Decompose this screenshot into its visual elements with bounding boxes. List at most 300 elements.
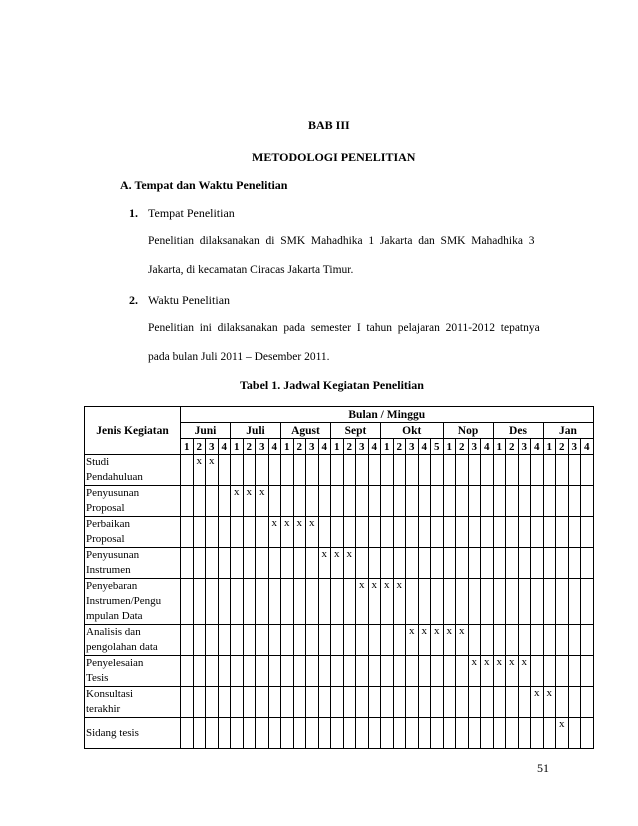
week-cell	[431, 656, 444, 687]
week-number: 2	[556, 439, 569, 455]
table-caption: Tabel 1. Jadwal Kegiatan Penelitian	[240, 378, 424, 392]
week-cell	[268, 486, 281, 517]
week-cell	[418, 687, 431, 718]
table-row	[85, 486, 594, 517]
week-cell	[293, 625, 306, 656]
week-cell	[231, 625, 244, 656]
week-cell	[381, 625, 394, 656]
week-cell	[543, 517, 556, 548]
week-cell	[268, 455, 281, 486]
week-cell	[443, 656, 456, 687]
week-cell	[393, 517, 406, 548]
week-cell	[431, 548, 444, 579]
week-cell	[456, 656, 469, 687]
week-cell	[518, 486, 531, 517]
week-number: 2	[243, 439, 256, 455]
week-cell	[581, 548, 594, 579]
activity-label: pengolahan data	[86, 641, 158, 653]
week-cell	[506, 517, 519, 548]
week-cell	[181, 687, 194, 718]
mark-cell: x	[231, 486, 244, 517]
month-header: Des	[493, 423, 543, 439]
mark-cell: x	[368, 579, 381, 625]
week-cell	[256, 718, 269, 749]
week-cell	[518, 455, 531, 486]
week-cell	[556, 486, 569, 517]
week-cell	[581, 517, 594, 548]
week-number: 2	[343, 439, 356, 455]
week-cell	[393, 656, 406, 687]
week-cell	[181, 455, 194, 486]
week-cell	[481, 718, 494, 749]
week-cell	[456, 548, 469, 579]
week-cell	[556, 625, 569, 656]
week-cell	[343, 656, 356, 687]
week-cell	[406, 718, 419, 749]
week-cell	[181, 517, 194, 548]
week-number: 1	[443, 439, 456, 455]
week-cell	[481, 486, 494, 517]
activity-label: Perbaikan	[86, 518, 130, 530]
week-cell	[556, 548, 569, 579]
week-cell	[193, 548, 206, 579]
activity-cell	[85, 718, 181, 749]
week-number: 4	[581, 439, 594, 455]
week-cell	[418, 548, 431, 579]
mark-cell: x	[393, 579, 406, 625]
week-cell	[268, 579, 281, 625]
week-cell	[543, 718, 556, 749]
mark-cell: x	[193, 455, 206, 486]
week-cell	[443, 687, 456, 718]
week-number: 3	[306, 439, 319, 455]
week-cell	[443, 579, 456, 625]
activity-cell	[85, 486, 181, 517]
week-cell	[306, 687, 319, 718]
week-cell	[406, 517, 419, 548]
item2-title: Waktu Penelitian	[148, 293, 231, 307]
week-cell	[343, 486, 356, 517]
activity-cell	[85, 548, 181, 579]
week-cell	[231, 548, 244, 579]
week-cell	[268, 548, 281, 579]
week-cell	[406, 455, 419, 486]
week-number: 2	[293, 439, 306, 455]
week-cell	[218, 625, 231, 656]
week-cell	[193, 579, 206, 625]
week-cell	[218, 548, 231, 579]
week-cell	[256, 517, 269, 548]
mark-cell: x	[293, 517, 306, 548]
week-cell	[281, 579, 294, 625]
mark-cell: x	[356, 579, 369, 625]
mark-cell: x	[531, 687, 544, 718]
week-cell	[581, 579, 594, 625]
week-cell	[256, 548, 269, 579]
week-cell	[481, 455, 494, 486]
week-cell	[368, 625, 381, 656]
week-cell	[331, 656, 344, 687]
week-cell	[293, 579, 306, 625]
week-cell	[281, 548, 294, 579]
week-number: 5	[431, 439, 444, 455]
mark-cell: x	[256, 486, 269, 517]
week-cell	[518, 579, 531, 625]
week-cell	[456, 718, 469, 749]
week-cell	[193, 486, 206, 517]
activity-label: mpulan Data	[86, 610, 143, 622]
week-cell	[231, 579, 244, 625]
week-cell	[243, 548, 256, 579]
week-cell	[581, 687, 594, 718]
week-cell	[331, 625, 344, 656]
week-cell	[393, 548, 406, 579]
week-cell	[381, 517, 394, 548]
week-cell	[243, 579, 256, 625]
week-cell	[256, 656, 269, 687]
week-cell	[418, 517, 431, 548]
week-cell	[193, 718, 206, 749]
month-header: Jan	[543, 423, 593, 439]
mark-cell: x	[381, 579, 394, 625]
week-cell	[331, 517, 344, 548]
chapter-label: BAB III	[308, 118, 350, 132]
week-cell	[456, 455, 469, 486]
week-cell	[343, 579, 356, 625]
week-number: 1	[381, 439, 394, 455]
mark-cell: x	[406, 625, 419, 656]
week-cell	[193, 625, 206, 656]
week-cell	[493, 455, 506, 486]
schedule-table	[84, 406, 594, 749]
week-cell	[318, 579, 331, 625]
week-cell	[418, 718, 431, 749]
week-cell	[281, 625, 294, 656]
week-cell	[481, 579, 494, 625]
week-cell	[481, 625, 494, 656]
week-cell	[343, 625, 356, 656]
week-cell	[468, 625, 481, 656]
week-cell	[381, 548, 394, 579]
week-cell	[281, 656, 294, 687]
week-cell	[343, 687, 356, 718]
month-header: Nop	[443, 423, 493, 439]
week-cell	[206, 625, 219, 656]
week-cell	[356, 687, 369, 718]
week-cell	[581, 486, 594, 517]
week-cell	[356, 548, 369, 579]
mark-cell: x	[243, 486, 256, 517]
week-cell	[431, 486, 444, 517]
week-cell	[393, 687, 406, 718]
week-cell	[506, 625, 519, 656]
week-cell	[506, 579, 519, 625]
week-cell	[356, 455, 369, 486]
week-cell	[243, 455, 256, 486]
month-header: Juni	[181, 423, 231, 439]
week-cell	[343, 455, 356, 486]
week-cell	[493, 517, 506, 548]
mark-cell: x	[481, 656, 494, 687]
week-cell	[393, 455, 406, 486]
week-cell	[381, 455, 394, 486]
week-cell	[431, 455, 444, 486]
week-cell	[531, 517, 544, 548]
week-cell	[556, 687, 569, 718]
week-cell	[431, 579, 444, 625]
mark-cell: x	[456, 625, 469, 656]
week-cell	[243, 718, 256, 749]
week-cell	[218, 656, 231, 687]
week-cell	[343, 718, 356, 749]
activity-label: Instrumen	[86, 564, 131, 576]
week-cell	[493, 687, 506, 718]
activity-label: Konsultasi	[86, 688, 134, 700]
week-cell	[256, 455, 269, 486]
activity-cell	[85, 656, 181, 687]
week-cell	[531, 656, 544, 687]
week-cell	[181, 718, 194, 749]
week-cell	[506, 548, 519, 579]
item2-line2: pada bulan Juli 2011 – Desember 2011.	[148, 351, 330, 363]
week-cell	[493, 625, 506, 656]
week-cell	[393, 486, 406, 517]
week-cell	[318, 625, 331, 656]
week-cell	[506, 718, 519, 749]
week-cell	[568, 579, 581, 625]
week-cell	[468, 687, 481, 718]
activity-cell	[85, 455, 181, 486]
week-cell	[181, 656, 194, 687]
table-row	[85, 517, 594, 548]
week-cell	[231, 656, 244, 687]
week-cell	[256, 625, 269, 656]
week-cell	[306, 718, 319, 749]
table-row	[85, 625, 594, 656]
week-number: 4	[218, 439, 231, 455]
week-number: 4	[268, 439, 281, 455]
table-row	[85, 718, 594, 749]
week-cell	[306, 656, 319, 687]
week-number: 2	[193, 439, 206, 455]
week-cell	[543, 656, 556, 687]
week-cell	[493, 486, 506, 517]
table-row	[85, 455, 594, 486]
week-cell	[368, 486, 381, 517]
week-cell	[256, 579, 269, 625]
week-cell	[331, 579, 344, 625]
mark-cell: x	[431, 625, 444, 656]
week-cell	[206, 687, 219, 718]
week-cell	[206, 548, 219, 579]
week-cell	[568, 548, 581, 579]
week-cell	[443, 548, 456, 579]
mark-cell: x	[556, 718, 569, 749]
activity-label: Pendahuluan	[86, 471, 143, 483]
week-cell	[331, 687, 344, 718]
week-cell	[456, 579, 469, 625]
period-header: Bulan / Minggu	[181, 407, 594, 423]
week-cell	[368, 548, 381, 579]
activity-cell	[85, 625, 181, 656]
week-cell	[243, 687, 256, 718]
week-cell	[306, 486, 319, 517]
week-cell	[281, 455, 294, 486]
week-cell	[206, 517, 219, 548]
week-cell	[268, 625, 281, 656]
week-cell	[318, 455, 331, 486]
week-cell	[568, 517, 581, 548]
week-cell	[268, 687, 281, 718]
week-cell	[468, 579, 481, 625]
week-cell	[456, 486, 469, 517]
week-cell	[181, 548, 194, 579]
week-cell	[506, 486, 519, 517]
activity-label: Tesis	[86, 672, 109, 684]
week-number: 1	[181, 439, 194, 455]
week-cell	[381, 486, 394, 517]
week-cell	[481, 687, 494, 718]
week-cell	[218, 486, 231, 517]
week-cell	[331, 486, 344, 517]
week-cell	[518, 718, 531, 749]
week-cell	[356, 718, 369, 749]
week-number: 1	[543, 439, 556, 455]
week-cell	[193, 687, 206, 718]
week-cell	[281, 718, 294, 749]
week-cell	[531, 579, 544, 625]
mark-cell: x	[306, 517, 319, 548]
week-cell	[181, 486, 194, 517]
week-number: 1	[281, 439, 294, 455]
week-cell	[543, 455, 556, 486]
week-cell	[293, 656, 306, 687]
week-cell	[318, 486, 331, 517]
week-number: 3	[406, 439, 419, 455]
week-cell	[331, 455, 344, 486]
week-cell	[531, 548, 544, 579]
week-cell	[468, 718, 481, 749]
week-cell	[268, 656, 281, 687]
item1-line2: Jakarta, di kecamatan Ciracas Jakarta Timur.	[148, 264, 354, 276]
week-cell	[231, 687, 244, 718]
week-cell	[531, 486, 544, 517]
week-cell	[368, 656, 381, 687]
week-cell	[406, 486, 419, 517]
week-cell	[493, 548, 506, 579]
week-cell	[556, 517, 569, 548]
mark-cell: x	[331, 548, 344, 579]
week-cell	[506, 455, 519, 486]
week-cell	[418, 579, 431, 625]
activity-cell	[85, 579, 181, 625]
week-cell	[518, 687, 531, 718]
week-cell	[543, 579, 556, 625]
activity-label: Proposal	[86, 502, 125, 514]
week-cell	[193, 517, 206, 548]
week-cell	[318, 718, 331, 749]
activity-label: Analisis dan	[86, 626, 141, 638]
month-header: Sept	[331, 423, 381, 439]
mark-cell: x	[443, 625, 456, 656]
week-cell	[556, 455, 569, 486]
mark-cell: x	[506, 656, 519, 687]
week-number: 4	[481, 439, 494, 455]
week-number: 3	[518, 439, 531, 455]
week-cell	[456, 687, 469, 718]
week-cell	[431, 687, 444, 718]
week-cell	[468, 517, 481, 548]
week-cell	[468, 486, 481, 517]
week-cell	[356, 486, 369, 517]
week-cell	[543, 548, 556, 579]
week-cell	[568, 687, 581, 718]
mark-cell: x	[281, 517, 294, 548]
week-number: 2	[393, 439, 406, 455]
week-cell	[231, 455, 244, 486]
activity-label: Studi	[86, 456, 110, 468]
week-cell	[568, 656, 581, 687]
week-cell	[493, 579, 506, 625]
week-cell	[243, 517, 256, 548]
week-cell	[481, 517, 494, 548]
week-cell	[306, 548, 319, 579]
week-number: 4	[368, 439, 381, 455]
week-cell	[443, 718, 456, 749]
week-cell	[581, 656, 594, 687]
week-number: 4	[318, 439, 331, 455]
week-cell	[493, 718, 506, 749]
week-number: 3	[568, 439, 581, 455]
activity-label: Instrumen/Pengu	[86, 595, 162, 607]
week-cell	[356, 517, 369, 548]
week-cell	[318, 687, 331, 718]
week-cell	[293, 718, 306, 749]
month-header: Agust	[281, 423, 331, 439]
week-cell	[368, 718, 381, 749]
week-number: 4	[418, 439, 431, 455]
week-cell	[568, 718, 581, 749]
mark-cell: x	[493, 656, 506, 687]
week-number: 3	[206, 439, 219, 455]
chapter-title: METODOLOGI PENELITIAN	[252, 150, 416, 164]
activity-label: Penyebaran	[86, 580, 138, 592]
week-cell	[206, 718, 219, 749]
week-cell	[243, 625, 256, 656]
week-cell	[468, 548, 481, 579]
week-cell	[268, 718, 281, 749]
week-cell	[406, 548, 419, 579]
week-cell	[293, 455, 306, 486]
week-cell	[356, 656, 369, 687]
week-cell	[243, 656, 256, 687]
week-cell	[381, 687, 394, 718]
item2-number: 2.	[129, 293, 138, 307]
week-cell	[218, 579, 231, 625]
week-cell	[443, 486, 456, 517]
month-header: Juli	[231, 423, 281, 439]
week-cell	[568, 486, 581, 517]
activity-header: Jenis Kegiatan	[85, 407, 181, 455]
week-cell	[506, 687, 519, 718]
activity-label: Penyusunan	[86, 487, 140, 499]
week-cell	[206, 656, 219, 687]
mark-cell: x	[518, 656, 531, 687]
mark-cell: x	[206, 455, 219, 486]
week-cell	[281, 486, 294, 517]
activity-label: Sidang tesis	[86, 726, 139, 739]
week-cell	[231, 718, 244, 749]
